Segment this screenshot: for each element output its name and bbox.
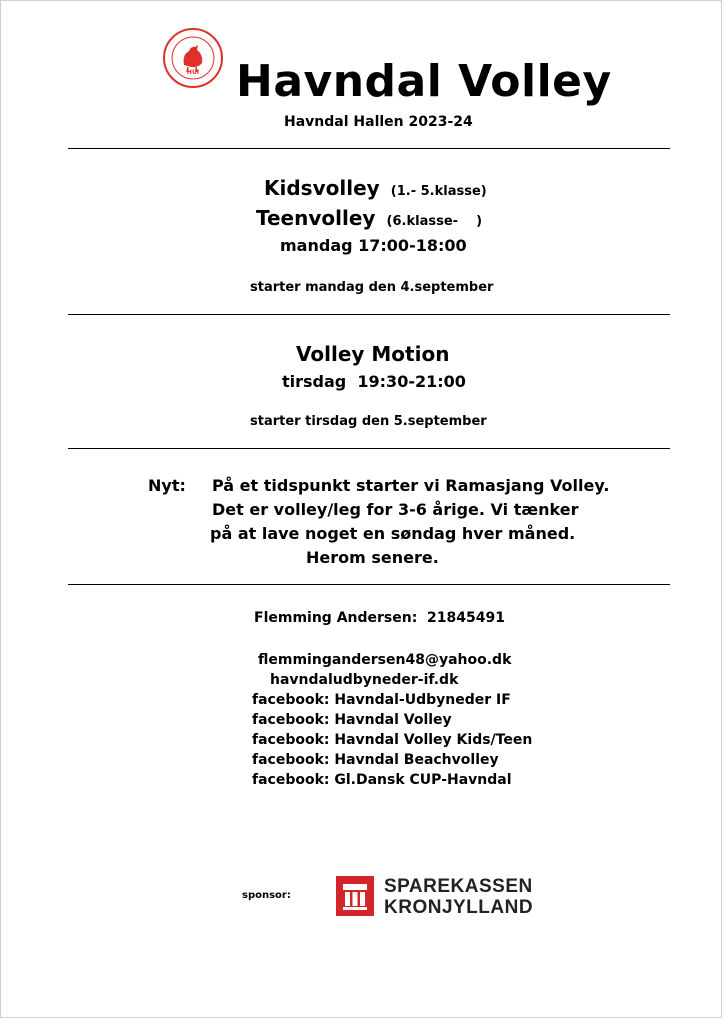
divider: [68, 448, 670, 449]
news-line-1: På et tidspunkt starter vi Ramasjang Volley.: [212, 476, 610, 495]
motion-name: Volley Motion: [296, 342, 450, 366]
facebook-link[interactable]: facebook: Havndal-Udbyneder IF: [252, 692, 511, 708]
facebook-link[interactable]: facebook: Havndal Volley Kids/Teen: [252, 732, 533, 748]
divider: [68, 314, 670, 315]
kidsvolley-grades: (1.- 5.klasse): [390, 184, 487, 199]
contact-email[interactable]: flemmingandersen48@yahoo.dk: [258, 652, 512, 668]
motion-start: starter tirsdag den 5.september: [250, 414, 487, 429]
news-line-2: Det er volley/leg for 3-6 årige. Vi tænker: [212, 500, 579, 519]
logo-initials: HUI: [186, 69, 200, 76]
kids-time: mandag 17:00-18:00: [280, 236, 467, 255]
kidsvolley-name: Kidsvolley: [264, 176, 380, 200]
divider: [68, 148, 670, 149]
facebook-link[interactable]: facebook: Havndal Beachvolley: [252, 752, 499, 768]
contact-name-phone: Flemming Andersen: 21845491: [254, 610, 505, 626]
motion-time: tirsdag 19:30-21:00: [282, 372, 466, 391]
divider: [68, 584, 670, 585]
facebook-link[interactable]: facebook: Gl.Dansk CUP-Havndal: [252, 772, 512, 788]
facebook-link[interactable]: facebook: Havndal Volley: [252, 712, 452, 728]
sponsor-name-1: SPAREKASSEN: [384, 876, 533, 897]
teenvolley-line: [256, 206, 482, 230]
contact-website[interactable]: havndaludbyneder-if.dk: [270, 672, 459, 688]
club-logo: [162, 27, 224, 89]
kids-start: starter mandag den 4.september: [250, 280, 494, 295]
news-label: Nyt:: [148, 476, 186, 495]
news-line-3: på at lave noget en søndag hver måned.: [210, 524, 576, 543]
page-subtitle: Havndal Hallen 2023-24: [284, 114, 473, 130]
news-line-4: Herom senere.: [306, 548, 439, 567]
teenvolley-grades: (6.klasse- ): [386, 214, 483, 229]
sponsor-name-2: KRONJYLLAND: [384, 897, 534, 918]
sponsor-logo-icon: [336, 876, 374, 916]
sponsor-label: sponsor:: [242, 890, 291, 901]
teenvolley-name: Teenvolley: [256, 206, 376, 230]
page-title: Havndal Volley: [236, 56, 612, 107]
kidsvolley-line: [264, 176, 487, 200]
